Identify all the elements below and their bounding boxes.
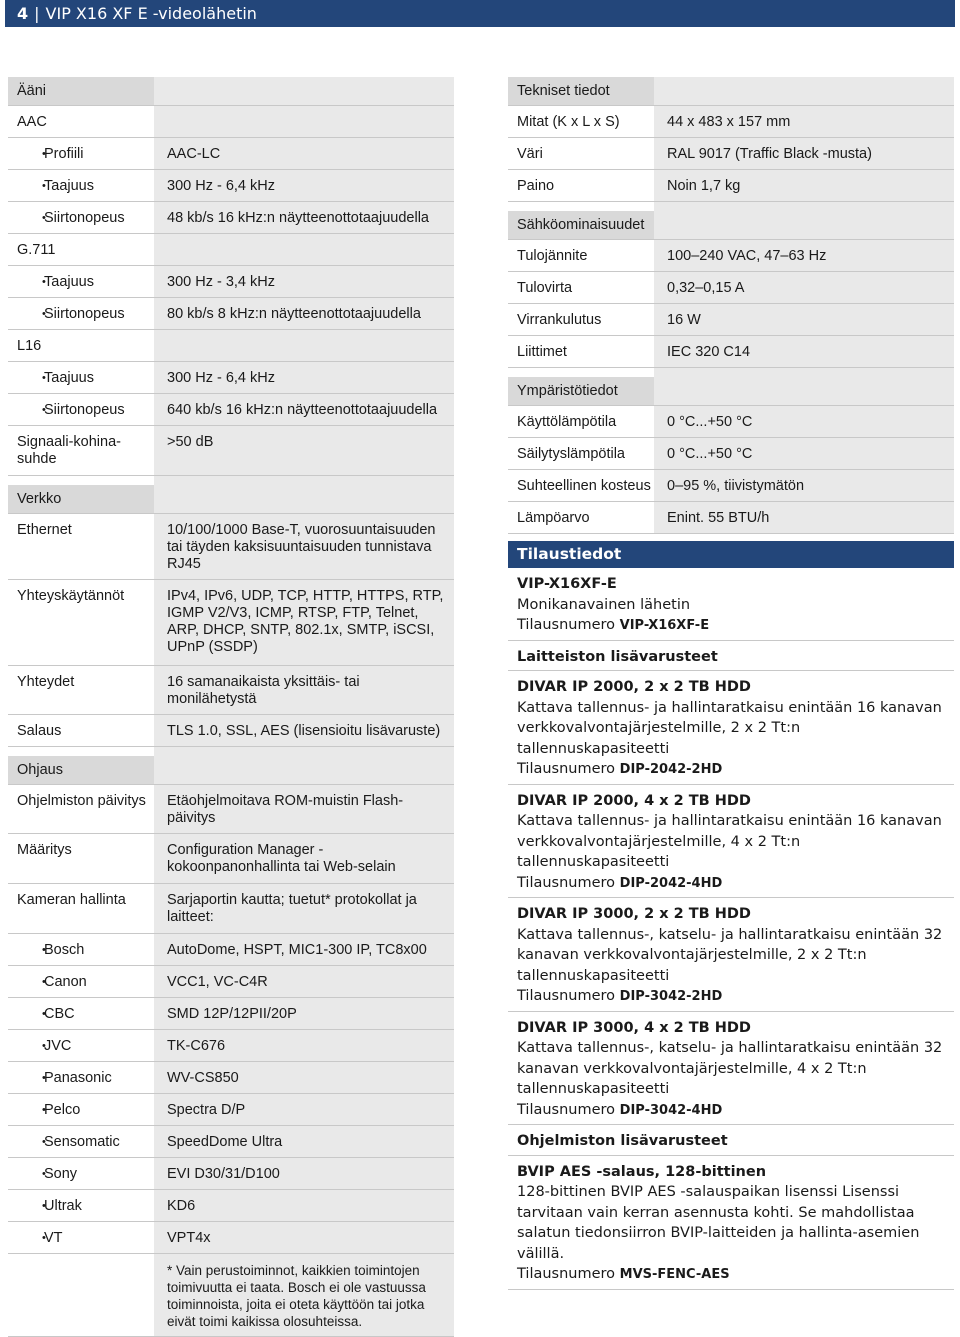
product-description: Kattava tallennus- ja hallintaratkaisu enintään 16 kanavan verkkovalvontajärjestelmille, 4 x 2 Tt:n tallennuskapasiteetti [517, 813, 942, 870]
gap-value-cell [154, 747, 454, 756]
spec-sub-label: • Canon [8, 966, 154, 997]
gap-value-cell [154, 476, 454, 485]
spec-value: WV-CS850 [154, 1062, 454, 1093]
spec-value: Enint. 55 BTU/h [654, 502, 954, 533]
right-spec-table [508, 77, 954, 1290]
spec-label: Paino [508, 170, 654, 201]
spec-row [8, 934, 454, 966]
spec-sub-label: • Taajuus [8, 170, 154, 201]
spec-label: Väri [508, 138, 654, 169]
spec-sub-label: • Bosch [8, 934, 154, 965]
product-name: DIVAR IP 2000, 2 x 2 TB HDD [517, 679, 751, 695]
spec-label: L16 [8, 330, 154, 361]
section-gap [508, 202, 954, 211]
spec-value: >50 dB [154, 426, 454, 475]
gap-key-cell [508, 368, 654, 377]
spec-row [8, 834, 454, 884]
product-name: VIP-X16XF-E [517, 576, 617, 592]
gap-key-cell [8, 747, 154, 756]
product-name: DIVAR IP 3000, 2 x 2 TB HDD [517, 906, 751, 922]
spec-value [154, 234, 454, 265]
section-title: Tekniset tiedot [508, 77, 654, 105]
section-value-cell [154, 485, 454, 513]
spec-label: Säilytyslämpötila [508, 438, 654, 469]
spec-value: 300 Hz - 6,4 kHz [154, 362, 454, 393]
spec-row [8, 394, 454, 426]
section-title: Sähköominaisuudet [508, 211, 654, 239]
section-header [8, 756, 454, 785]
spec-row [508, 336, 954, 368]
gap-key-cell [8, 476, 154, 485]
spec-label: Salaus [8, 715, 154, 746]
spec-label: Yhteyskäytännöt [8, 580, 154, 665]
spec-row [8, 580, 454, 666]
spec-label: Käyttölämpötila [508, 406, 654, 437]
spec-row [508, 406, 954, 438]
spec-value: RAL 9017 (Traffic Black -musta) [654, 138, 954, 169]
order-number-line [517, 873, 954, 895]
spec-sub-label: • JVC [8, 1030, 154, 1061]
order-number: VIP-X16XF-E [619, 618, 710, 633]
order-number-label: Tilausnumero [517, 761, 616, 777]
section-value-cell [654, 377, 954, 405]
order-number-line [517, 759, 954, 781]
spec-row [8, 715, 454, 747]
spec-row [508, 272, 954, 304]
spec-row [8, 202, 454, 234]
spec-row [508, 438, 954, 470]
ordering-list [508, 568, 954, 1290]
spec-label: Kameran hallinta [8, 884, 154, 933]
spec-row [8, 106, 454, 138]
spec-row [508, 304, 954, 336]
spec-sub-label: • Profiili [8, 138, 154, 169]
spec-sub-label: • Taajuus [8, 362, 154, 393]
spec-row [8, 266, 454, 298]
spec-value: TK-C676 [154, 1030, 454, 1061]
spec-label: AAC [8, 106, 154, 137]
page-header [5, 0, 955, 27]
spec-sub-label: • Sensomatic [8, 1126, 154, 1157]
page-number: 4 [17, 4, 29, 23]
spec-value: VCC1, VC-C4R [154, 966, 454, 997]
spec-row [8, 298, 454, 330]
spec-value: 44 x 483 x 157 mm [654, 106, 954, 137]
spec-row [508, 106, 954, 138]
spec-label: Mitat (K x L x S) [508, 106, 654, 137]
spec-sub-label: • Ultrak [8, 1190, 154, 1221]
section-value-cell [654, 77, 954, 105]
spec-value: 0 °C...+50 °C [654, 438, 954, 469]
spec-row [8, 1158, 454, 1190]
spec-label: Ethernet [8, 514, 154, 579]
section-title: Ympäristötiedot [508, 377, 654, 405]
order-number-label: Tilausnumero [517, 988, 616, 1004]
ordering-section-heading [508, 641, 954, 672]
gap-key-cell [508, 202, 654, 211]
spec-label: Ohjelmiston päivitys [8, 785, 154, 833]
spec-sub-label: • Siirtonopeus [8, 298, 154, 329]
spec-value [154, 330, 454, 361]
footnote-text: * Vain perustoiminnot, kaikkien toimintojen toimivuutta ei taata. Bosch ei ole vastuussa toiminnoista, joita ei oteta käyttöön tai jotka eivät toimi kaikissa olosuhteissa. [154, 1254, 454, 1336]
order-number-label: Tilausnumero [517, 1101, 616, 1118]
spec-value: Sarjaportin kautta; tuetut* protokollat ja laitteet: [154, 884, 454, 933]
spec-row [8, 1222, 454, 1254]
section-gap [508, 368, 954, 377]
spec-row [8, 426, 454, 476]
spec-row [8, 666, 454, 715]
spec-value: 300 Hz - 3,4 kHz [154, 266, 454, 297]
spec-label: Tulojännite [508, 240, 654, 271]
ordering-info-bar: Tilaustiedot [508, 541, 954, 568]
spec-row [8, 1126, 454, 1158]
spec-value: VPT4x [154, 1222, 454, 1253]
spec-value: 10/100/1000 Base-T, vuorosuuntaisuuden tai täyden kaksisuuntaisuuden tunnistava RJ45 [154, 514, 454, 579]
section-header [8, 77, 454, 106]
order-number: MVS-FENC-AES [619, 1267, 730, 1282]
spec-value: 0,32–0,15 A [654, 272, 954, 303]
spec-label: Lämpöarvo [508, 502, 654, 533]
spec-sub-label: • Panasonic [8, 1062, 154, 1093]
spec-row [8, 1094, 454, 1126]
product-description: Kattava tallennus-, katselu- ja hallintaratkaisu enintään 32 kanavan verkkovalvontajärjestelmille, 4 x 2 Tt:n tallennuskapasiteetti [517, 1040, 943, 1097]
order-number-line [517, 1100, 954, 1122]
spec-row [508, 240, 954, 272]
ordering-item [508, 898, 954, 1012]
spec-value: 16 samanaikaista yksittäis- tai monilähetystä [154, 666, 454, 714]
section-title: Ohjaus [8, 756, 154, 784]
spec-value: 300 Hz - 6,4 kHz [154, 170, 454, 201]
spec-sub-label: • Siirtonopeus [8, 202, 154, 233]
order-number-line [517, 1264, 954, 1286]
order-number: DIP-2042-4HD [619, 875, 723, 891]
section-title: Verkko [8, 485, 154, 513]
spec-value: 0 °C...+50 °C [654, 406, 954, 437]
spec-sub-label: • Sony [8, 1158, 154, 1189]
ordering-section-heading [508, 1125, 954, 1156]
spec-label [8, 1254, 154, 1336]
order-number: DIP-3042-4HD [619, 1102, 723, 1118]
spec-value: IEC 320 C14 [654, 336, 954, 367]
document-title: VIP X16 XF E -videolähetin [45, 4, 257, 23]
spec-value: TLS 1.0, SSL, AES (lisensioitu lisävaruste) [154, 715, 454, 746]
gap-value-cell [654, 202, 954, 211]
section-value-cell [154, 77, 454, 105]
spec-sub-label: • Siirtonopeus [8, 394, 154, 425]
spec-label: Suhteellinen kosteus [508, 470, 654, 501]
spec-value: Configuration Manager -kokoonpanonhallinta tai Web-selain [154, 834, 454, 883]
order-number-label: Tilausnumero [517, 617, 616, 633]
left-spec-table [8, 77, 454, 1337]
spec-label: Signaali-kohina-suhde [8, 426, 154, 475]
spec-value: SMD 12P/12PII/20P [154, 998, 454, 1029]
product-description: Kattava tallennus- ja hallintaratkaisu enintään 16 kanavan verkkovalvontajärjestelmille, 2 x 2 Tt:n tallennuskapasiteetti [517, 699, 942, 757]
section-value-cell [654, 211, 954, 239]
spec-row [508, 170, 954, 202]
spec-row [8, 966, 454, 998]
ordering-item [508, 1012, 954, 1126]
spec-row [8, 514, 454, 580]
section-header [508, 211, 954, 240]
spec-row [8, 785, 454, 834]
product-name: BVIP AES -salaus, 128-bittinen [517, 1163, 767, 1180]
section-header [8, 485, 454, 514]
spec-sub-label: • Pelco [8, 1094, 154, 1125]
gap-value-cell [654, 368, 954, 377]
spec-value: IPv4, IPv6, UDP, TCP, HTTP, HTTPS, RTP, IGMP V2/V3, ICMP, RTSP, FTP, Telnet, ARP, DHCP, SNTP, 802.1x, SMTP, iSCSI, UPnP (SSDP) [154, 580, 454, 665]
spec-row [8, 1030, 454, 1062]
ordering-item [508, 671, 954, 785]
product-description: Monikanavainen lähetin [517, 596, 691, 613]
spec-sub-label: • CBC [8, 998, 154, 1029]
product-name: DIVAR IP 3000, 4 x 2 TB HDD [517, 1019, 751, 1036]
spec-value: AutoDome, HSPT, MIC1-300 IP, TC8x00 [154, 934, 454, 965]
product-description: Kattava tallennus-, katselu- ja hallintaratkaisu enintään 32 kanavan verkkovalvontajärjestelmille, 2 x 2 Tt:n tallennuskapasiteetti [517, 926, 943, 984]
spec-sub-label: • VT [8, 1222, 154, 1253]
spec-label: Tulovirta [508, 272, 654, 303]
order-number-label: Tilausnumero [517, 874, 616, 891]
spec-row [8, 884, 454, 934]
header-separator: | [34, 4, 40, 23]
spec-value: 640 kb/s 16 kHz:n näytteenottotaajuudella [154, 394, 454, 425]
ordering-heading-text: Ohjelmiston lisävarusteet [517, 1133, 728, 1149]
order-number-label: Tilausnumero [517, 1266, 616, 1282]
ordering-item [508, 568, 954, 641]
spec-row [508, 138, 954, 170]
spec-value: Spectra D/P [154, 1094, 454, 1125]
spec-value: 100–240 VAC, 47–63 Hz [654, 240, 954, 271]
section-title: Ääni [8, 77, 154, 105]
spec-row [508, 470, 954, 502]
spec-label: G.711 [8, 234, 154, 265]
order-number: DIP-2042-2HD [619, 762, 723, 777]
spec-value: KD6 [154, 1190, 454, 1221]
section-value-cell [154, 756, 454, 784]
spec-row [8, 330, 454, 362]
spec-value: SpeedDome Ultra [154, 1126, 454, 1157]
order-number-line [517, 986, 954, 1008]
section-header [508, 377, 954, 406]
spec-label: Liittimet [508, 336, 654, 367]
spec-value: AAC-LC [154, 138, 454, 169]
spec-row [8, 998, 454, 1030]
spec-label: Määritys [8, 834, 154, 883]
spec-value: Noin 1,7 kg [654, 170, 954, 201]
section-gap [8, 476, 454, 485]
spec-value: Etäohjelmoitava ROM-muistin Flash-päivitys [154, 785, 454, 833]
footnote-row [8, 1254, 454, 1337]
product-name: DIVAR IP 2000, 4 x 2 TB HDD [517, 792, 751, 809]
ordering-item [508, 1156, 954, 1290]
section-gap [8, 747, 454, 756]
spec-value: 0–95 %, tiivistymätön [654, 470, 954, 501]
spec-row [8, 1190, 454, 1222]
spec-row [8, 170, 454, 202]
spec-value [154, 106, 454, 137]
spec-value: 80 kb/s 8 kHz:n näytteenottotaajuudella [154, 298, 454, 329]
ordering-heading-text: Laitteiston lisävarusteet [517, 648, 718, 665]
spec-label: Yhteydet [8, 666, 154, 714]
spec-row [508, 502, 954, 534]
spec-label: Virrankulutus [508, 304, 654, 335]
spec-row [8, 138, 454, 170]
spec-row [8, 234, 454, 266]
spec-value: EVI D30/31/D100 [154, 1158, 454, 1189]
spec-value: 16 W [654, 304, 954, 335]
ordering-item [508, 785, 954, 899]
product-description: 128-bittinen BVIP AES -salauspaikan lisenssi Lisenssi tarvitaan vain kerran asennusta kohti. Se mahdollistaa salatun tiedonsiirron BVIP-laitteiden ja hallinta-asemien välillä. [517, 1184, 920, 1262]
spec-sub-label: • Taajuus [8, 266, 154, 297]
spec-value: 48 kb/s 16 kHz:n näytteenottotaajuudella [154, 202, 454, 233]
spec-row [8, 362, 454, 394]
section-header [508, 77, 954, 106]
order-number-line [517, 615, 954, 637]
spec-row [8, 1062, 454, 1094]
order-number: DIP-3042-2HD [619, 989, 723, 1004]
